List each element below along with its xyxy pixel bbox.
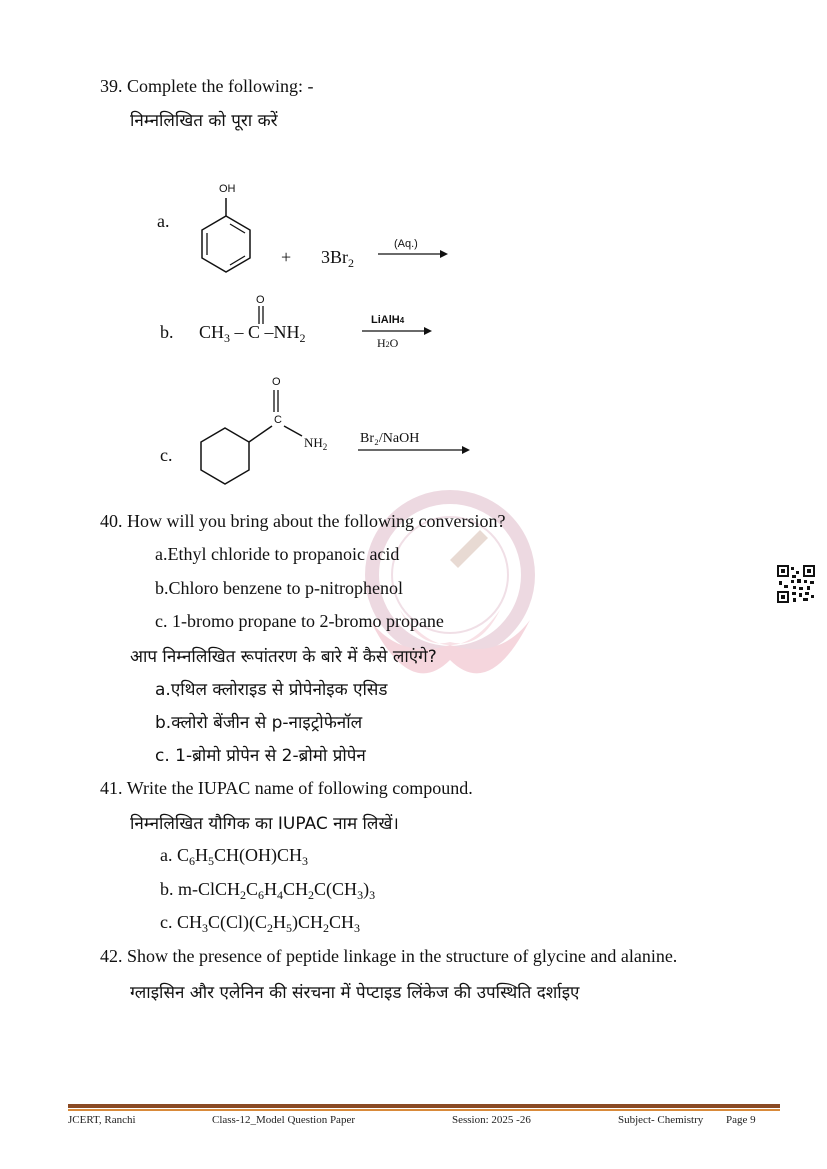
q39b-ch3: CH — [199, 322, 225, 342]
q42-title-hindi: ग्लाइसिन और एलेनिन की संरचना में पेप्टाइड लिंकेज की उपस्थिति दर्शाइए — [130, 983, 580, 1003]
q39a-oh-label: OH — [219, 183, 236, 195]
footer-subject: Subject- Chemistry — [618, 1114, 704, 1126]
q39-number: 39. — [100, 76, 123, 96]
formula-subscript: 3 — [202, 921, 209, 935]
q40-item-b-text: Chloro benzene to p-nitrophenol — [168, 578, 403, 598]
q39a-label: a. — [157, 211, 170, 231]
q40-number: 40. — [100, 511, 123, 531]
cyclohexane-carboxamide-structure — [190, 388, 315, 498]
q39b-carbon: C — [248, 322, 261, 342]
q40-item-c-label: c. — [155, 611, 168, 631]
q40-item-c-hindi-label: c. — [155, 746, 170, 766]
q40-item-a-hindi-label: a. — [155, 680, 171, 700]
qr-code-icon — [777, 565, 815, 603]
q39b-dash2: – — [264, 322, 274, 342]
formula-part: )CH — [292, 912, 324, 932]
q41-title: Write the IUPAC name of following compound. — [126, 778, 473, 798]
q40-item-c — [155, 611, 444, 632]
footer-page-number: Page 9 — [726, 1114, 756, 1126]
q39a-condition: (Aq.) — [394, 238, 418, 250]
q39b-oxygen: O — [256, 294, 265, 306]
q39b-reagent-bottom-sub: 2 — [385, 340, 390, 349]
q39b-dash1: – — [234, 322, 244, 342]
formula-subscript: 3 — [369, 888, 376, 902]
formula-part: CH — [329, 912, 355, 932]
formula-part: CH(OH)CH — [214, 845, 303, 865]
q39b-reagent-top-main: LiAlH — [371, 314, 400, 326]
formula-part: C(Cl)(C — [208, 912, 268, 932]
formula-subscript: 5 — [286, 921, 293, 935]
q40-item-a — [155, 544, 399, 565]
formula-part: H — [273, 912, 287, 932]
formula-subscript: 3 — [354, 921, 361, 935]
formula-part: m-ClCH — [178, 879, 241, 899]
q40-item-c-hindi — [155, 743, 366, 766]
q39b-reagent-bottom — [377, 336, 398, 351]
q40-item-a-hindi-text: एथिल क्लोराइड से प्रोपेनोइक एसिड — [170, 680, 388, 700]
footer-session: Session: 2025 -26 — [452, 1114, 531, 1126]
q40-item-c-hindi-text: 1-ब्रोमो प्रोपेन से 2-ब्रोमो प्रोपेन — [175, 746, 366, 766]
formula-part: ) — [363, 879, 370, 899]
q42-heading — [100, 946, 677, 967]
q39-title: Complete the following: - — [127, 76, 314, 96]
formula-part: CH — [283, 879, 309, 899]
formula-part: C — [246, 879, 259, 899]
q41-item-a — [160, 845, 308, 869]
q39a-reagent — [321, 247, 354, 271]
formula-part: H — [195, 845, 209, 865]
q40-item-b-hindi-label: b. — [155, 713, 172, 733]
formula-subscript: 2 — [267, 921, 274, 935]
formula-part: C(CH — [314, 879, 358, 899]
q39a-reagent-main: 3Br — [321, 247, 348, 267]
formula-subscript: 6 — [258, 888, 265, 902]
q41-heading — [100, 778, 473, 799]
q39c-carbon: C — [274, 414, 282, 426]
q39b-carbonyl-double-bond — [254, 306, 268, 326]
q39c-label: c. — [160, 445, 173, 465]
formula-subscript: 5 — [208, 854, 215, 868]
q39-title-hindi: निम्नलिखित को पूरा करें — [130, 111, 278, 131]
q41-item-b — [160, 879, 375, 903]
q40-title-hindi: आप निम्नलिखित रूपांतरण के बारे में कैसे लाएंगे? — [130, 647, 437, 667]
q39b-reagent-top-sub: 4 — [399, 316, 405, 325]
formula-part: H — [264, 879, 278, 899]
q40-title: How will you bring about the following conversion? — [127, 511, 506, 531]
footer-rule-thin — [68, 1109, 780, 1111]
q42-number: 42. — [100, 946, 123, 966]
footer-org: JCERT, Ranchi — [68, 1114, 136, 1126]
q41-item-c-label: c. — [160, 912, 173, 932]
formula-subscript: 2 — [308, 888, 315, 902]
footer-paper: Class-12_Model Question Paper — [212, 1114, 355, 1126]
formula-subscript: 6 — [189, 854, 196, 868]
q40-item-c-text: 1-bromo propane to 2-bromo propane — [172, 611, 444, 631]
formula-subscript: 3 — [357, 888, 364, 902]
q42-title: Show the presence of peptide linkage in the structure of glycine and alanine. — [127, 946, 678, 966]
phenol-benzene-ring — [190, 196, 260, 284]
q40-item-a-label: a. — [155, 544, 168, 564]
q39b-reagent-bottom-main: H — [377, 336, 386, 350]
q40-item-b-hindi-text: क्लोरो बेंजीन से p-नाइट्रोफेनॉल — [171, 713, 363, 733]
q39b-ch3-sub: 3 — [224, 331, 231, 345]
q39c-reaction-arrow — [358, 444, 470, 456]
formula-part: C — [177, 845, 190, 865]
q39a-reaction-arrow — [378, 248, 448, 260]
q40-heading — [100, 511, 505, 532]
q41-item-b-label: b. — [160, 879, 174, 899]
formula-subscript: 4 — [277, 888, 284, 902]
q39b-formula — [199, 322, 306, 346]
q41-title-hindi: निम्नलिखित यौगिक का IUPAC नाम लिखें। — [130, 814, 399, 834]
q39a-plus: + — [281, 247, 292, 267]
q39b-nh2: NH — [273, 322, 300, 342]
formula-subscript: 3 — [302, 854, 309, 868]
q40-item-b-hindi — [155, 710, 362, 733]
q39c-oxygen: O — [272, 376, 281, 388]
q41-number: 41. — [100, 778, 123, 798]
q39c-reagent: Br₂/NaOH — [360, 431, 420, 446]
formula-subscript: 2 — [323, 921, 330, 935]
q39c-nh2-sub: 2 — [322, 442, 328, 452]
q39b-label: b. — [160, 322, 174, 342]
q41-item-a-label: a. — [160, 845, 173, 865]
q40-item-a-text: Ethyl chloride to propanoic acid — [167, 544, 400, 564]
q39a-reagent-sub: 2 — [348, 256, 354, 270]
q39c-nh2: NH — [304, 435, 323, 450]
q39b-nh2-sub: 2 — [299, 331, 306, 345]
q40-item-b-label: b. — [155, 578, 169, 598]
q39b-reagent-bottom-tail: O — [389, 336, 399, 350]
formula-subscript: 2 — [240, 888, 247, 902]
formula-part: CH — [177, 912, 203, 932]
q39-heading — [100, 76, 313, 97]
q41-item-c — [160, 912, 360, 936]
q40-item-b — [155, 578, 403, 599]
q40-item-a-hindi — [155, 677, 387, 700]
footer-rule-thick — [68, 1104, 780, 1108]
